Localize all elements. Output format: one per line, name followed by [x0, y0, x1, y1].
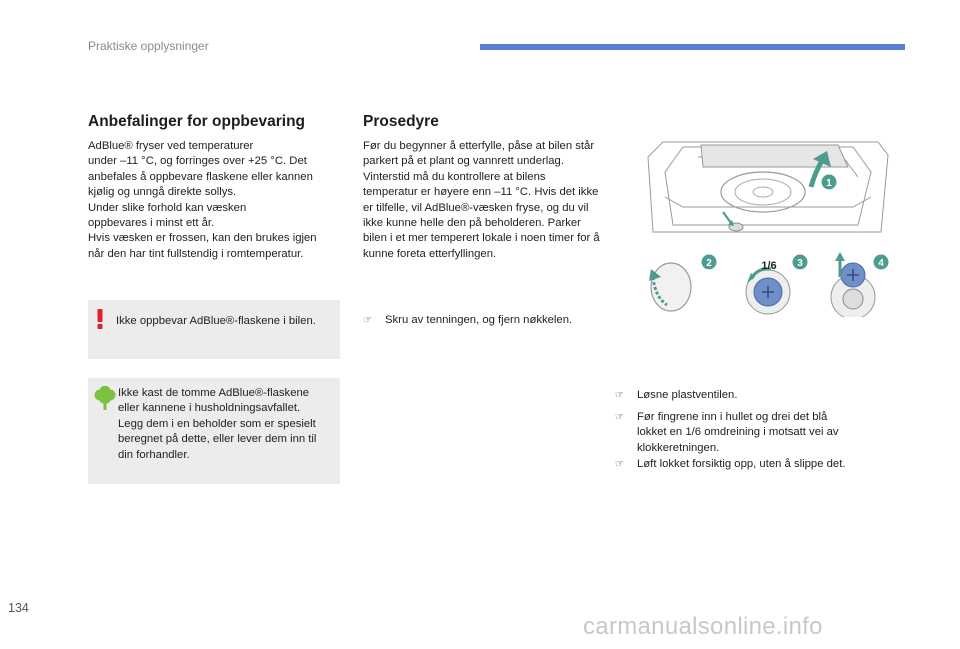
procedure-line: temperatur er høyere enn –11 °C. Hvis det ikke: [363, 186, 599, 199]
eco-line: beregnet på dette, eller lever dem inn til: [118, 433, 317, 446]
step-line: lokket en 1/6 omdreining i motsatt vei av: [637, 426, 839, 439]
step-text: Skru av tenningen, og fjern nøkkelen.: [385, 314, 573, 326]
page-number: 134: [8, 601, 29, 615]
eco-line: din forhandler.: [118, 448, 190, 461]
warning-box: [88, 300, 340, 359]
storage-line: anbefales å oppbevare flaskene eller kannen: [88, 170, 313, 183]
step-text: Løft lokket forsiktig opp, uten å slippe det.: [637, 458, 846, 470]
pointing-hand-icon: ☞: [363, 315, 372, 326]
storage-line: oppbevares i minst ett år.: [88, 217, 215, 230]
storage-heading: Anbefalinger for oppbevaring: [88, 113, 306, 130]
pointing-hand-icon: ☞: [615, 390, 624, 401]
pointing-hand-icon: ☞: [615, 459, 624, 470]
step-label: 3: [797, 258, 803, 269]
step-line: klokkeretningen.: [637, 441, 720, 454]
storage-line: Hvis væsken er frossen, kan den brukes igjen: [88, 232, 317, 245]
step-item: [615, 457, 915, 473]
storage-line: under –11 °C, og forringes over +25 °C. Det: [88, 155, 307, 168]
step-item: [615, 388, 905, 404]
eco-line: Ikke kast de tomme AdBlue®-flaskene: [118, 387, 310, 399]
step-text: Løsne plastventilen.: [637, 389, 738, 401]
eco-line: eller kannene i husholdningsavfallet.: [118, 402, 301, 415]
trunk-illustration: [643, 137, 893, 317]
step-label: 1: [826, 178, 832, 189]
warning-text: Ikke oppbevar AdBlue®-flaskene i bilen.: [116, 315, 316, 327]
step-line: Før fingrene inn i hullet og drei det blå: [637, 411, 828, 423]
storage-paragraph: [88, 139, 338, 262]
storage-line: AdBlue® fryser ved temperaturer: [88, 140, 254, 152]
storage-line: når den har tint fullstendig i romtemperatur.: [88, 247, 304, 260]
procedure-paragraph: [363, 139, 618, 262]
storage-line: Under slike forhold kan væsken: [88, 201, 247, 214]
procedure-line: ikke kunne helle den på beholderen. Parker: [363, 217, 581, 230]
step-text: [637, 410, 897, 456]
step-label: 4: [878, 258, 884, 269]
procedure-line: parkert på et plant og vannrett underlag.: [363, 155, 564, 168]
eco-line: Legg dem i en beholder som er spesielt: [118, 417, 316, 430]
tree-icon: [94, 386, 116, 410]
storage-line: kjølig og unngå direkte sollys.: [88, 186, 237, 199]
procedure-heading: Prosedyre: [363, 113, 439, 130]
header-bar: [480, 44, 905, 50]
procedure-line: kunne foreta etterfyllingen.: [363, 247, 497, 260]
procedure-line: bilen i et mer temperert lokale i noen timer for å: [363, 232, 600, 245]
pointing-hand-icon: ☞: [615, 412, 624, 423]
section-title: Praktiske opplysninger: [88, 39, 209, 53]
step-item: [363, 313, 623, 329]
procedure-line: Vinterstid må du kontrollere at bilens: [363, 170, 546, 183]
eco-box: [88, 378, 340, 484]
fraction-label: 1/6: [761, 260, 777, 272]
watermark: carmanualsonline.info: [583, 613, 823, 640]
exclamation-icon: [96, 309, 104, 329]
procedure-line: Før du begynner å etterfylle, påse at bilen står: [363, 140, 595, 152]
step-label: 2: [706, 258, 712, 269]
eco-text: [118, 386, 338, 463]
step-item: [615, 410, 905, 458]
procedure-line: er tilfelle, vil AdBlue®-væsken fryse, og du vil: [363, 201, 589, 214]
